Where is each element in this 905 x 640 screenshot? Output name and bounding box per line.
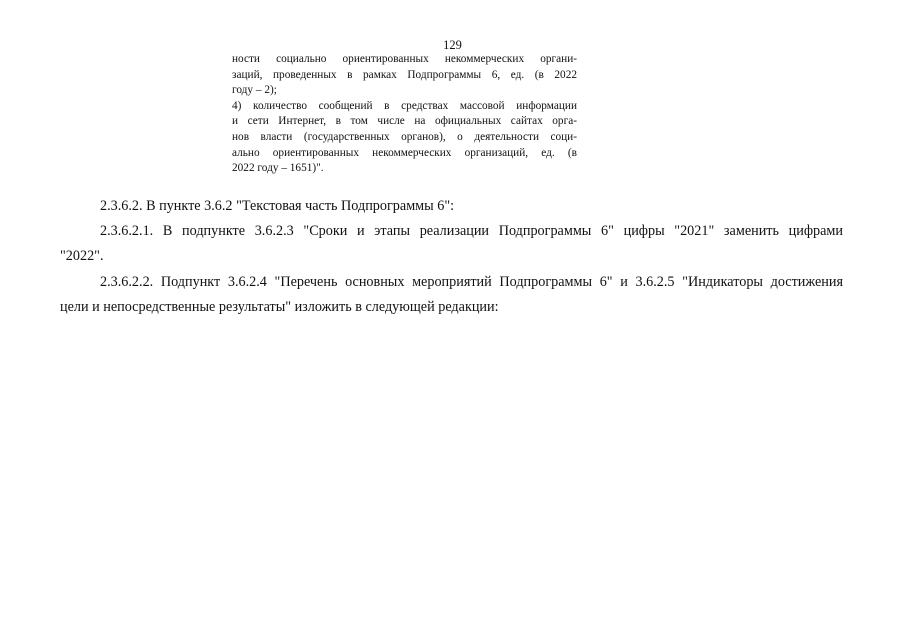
table-cell-line: ально ориентированных некоммерческих организаций, ед. (в [232,146,577,159]
paragraph-line: 2.3.6.2. В пункте 3.6.2 "Текстовая часть Подпрограммы 6": [100,198,455,214]
paragraph-line: цели и непосредственные результаты" изложить в следующей редакции: [60,299,499,315]
table-cell-line: 4) количество сообщений в средствах массовой информации [232,99,577,112]
table-cell-line: нов власти (государственных органов), о деятельности соци- [232,130,577,143]
paragraph-2-3-6-2-2 [60,270,843,320]
table-cell-line: году – 2); [232,84,277,97]
table-cell-line: и сети Интернет, в том числе на официальных сайтах орга- [232,115,577,128]
table-cell-text [232,52,577,177]
paragraph-2-3-6-2-1 [60,219,843,269]
paragraph-2-3-6-2 [60,194,843,219]
page-number: 129 [443,38,462,52]
table-cell-line: заций, проведенных в рамках Подпрограммы 6, ед. (в 2022 [232,68,577,81]
paragraph-line: 2.3.6.2.2. Подпункт 3.6.2.4 "Перечень основных мероприятий Подпрограммы 6" и 3.6.2.5 "Индикаторы достижения [100,274,843,290]
paragraph-line: 2.3.6.2.1. В подпункте 3.6.2.3 "Сроки и этапы реализации Подпрограммы 6" цифры "2021" заменить цифрами [100,223,843,239]
table-cell-line: ности социально ориентированных некоммерческих органи- [232,53,577,65]
table-cell-line: 2022 году – 1651)". [232,162,324,175]
paragraph-line: "2022". [60,248,104,264]
